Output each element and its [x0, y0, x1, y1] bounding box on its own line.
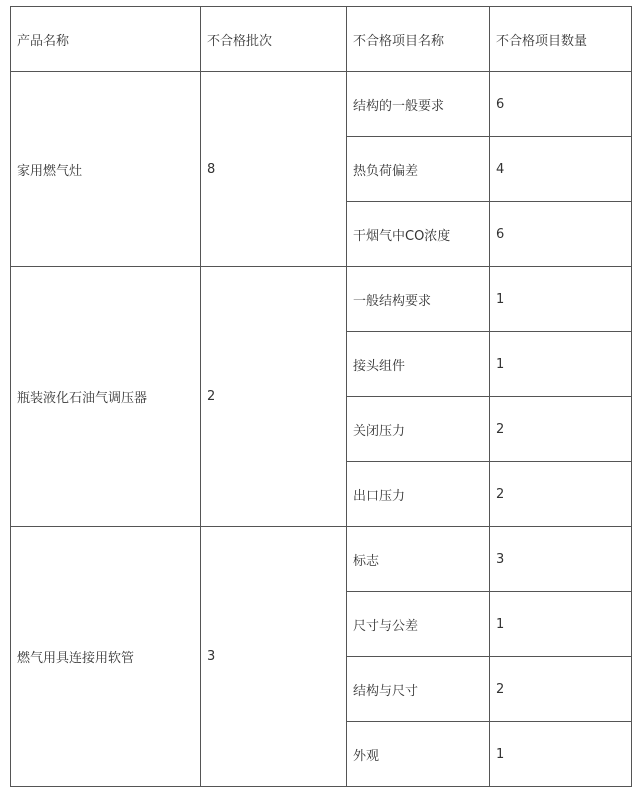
item-count-cell: 1: [490, 722, 632, 787]
item-count-cell: 1: [490, 332, 632, 397]
batch-count-cell: 8: [201, 72, 347, 267]
product-name-cell: 家用燃气灶: [11, 72, 201, 267]
table-header-row: [11, 7, 632, 72]
header-unqualified-item-name: 不合格项目名称: [347, 7, 490, 72]
item-name-cell: 热负荷偏差: [347, 137, 490, 202]
header-unqualified-batches: 不合格批次: [201, 7, 347, 72]
table-row: [11, 72, 632, 137]
item-name-cell: 标志: [347, 527, 490, 592]
item-name-cell: 尺寸与公差: [347, 592, 490, 657]
batch-count-cell: 3: [201, 527, 347, 787]
item-name-cell: 一般结构要求: [347, 267, 490, 332]
item-count-cell: 1: [490, 592, 632, 657]
item-count-cell: 2: [490, 397, 632, 462]
item-count-cell: 2: [490, 657, 632, 722]
product-name-cell: 燃气用具连接用软管: [11, 527, 201, 787]
table-row: [11, 527, 632, 592]
item-count-cell: 6: [490, 202, 632, 267]
batch-count-cell: 2: [201, 267, 347, 527]
item-count-cell: 2: [490, 462, 632, 527]
item-name-cell: 结构的一般要求: [347, 72, 490, 137]
item-count-cell: 4: [490, 137, 632, 202]
item-name-cell: 干烟气中CO浓度: [347, 202, 490, 267]
item-count-cell: 6: [490, 72, 632, 137]
item-count-cell: 1: [490, 267, 632, 332]
item-name-cell: 结构与尺寸: [347, 657, 490, 722]
item-name-cell: 接头组件: [347, 332, 490, 397]
header-product-name: 产品名称: [11, 7, 201, 72]
item-name-cell: 外观: [347, 722, 490, 787]
item-name-cell: 关闭压力: [347, 397, 490, 462]
header-unqualified-item-count: 不合格项目数量: [490, 7, 632, 72]
table-row: [11, 267, 632, 332]
product-name-cell: 瓶装液化石油气调压器: [11, 267, 201, 527]
item-count-cell: 3: [490, 527, 632, 592]
item-name-cell: 出口压力: [347, 462, 490, 527]
unqualified-products-table: [10, 6, 632, 787]
